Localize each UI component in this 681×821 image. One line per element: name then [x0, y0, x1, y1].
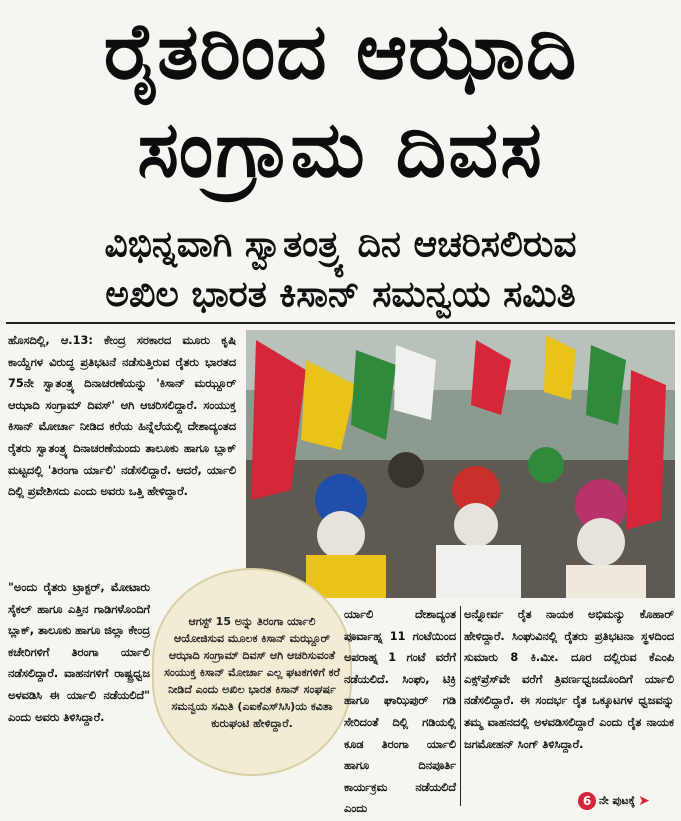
arrow-right-icon: ➤: [638, 793, 650, 809]
article-column-2: [344, 604, 456, 820]
article-column-3: [464, 604, 674, 755]
article-paragraph: ಅನ್ನೋರ್ವ ರೈತ ನಾಯಕ ಅಭಿಮನ್ಯು ಕೊಹಾರ್ ಹೇಳಿದ್ದಾರೆ. ಸಿಂಘುವಿನಲ್ಲಿ ರೈತರು ಪ್ರತಿಭಟನಾ ಸ್ಥಳದಿಂದ ಸುಮಾರು 8 ಕಿ.ಮೀ. ದೂರ ದಲ್ಲಿರುವ ಕೆಎಂಪಿ ಎಕ್ಸ್‌ಪ್ರೆಸ್‌ವೇ ವರೆಗೆ ತ್ರಿವರ್ಣಧ್ವಜದೊಂದಿಗೆ ರ್ಯಾಲಿ ನಡೆಸಲಿದ್ದಾರೆ. ಈ ಸಂದರ್ಭ ರೈತ ಒಕ್ಕೂಟಗಳ ಧ್ವಜವನ್ನು ತಮ್ಮ ವಾಹನದಲ್ಲಿ ಅಳವಡಿಸಲಿದ್ದಾರೆ ಎಂದು ರೈತ ನಾಯಕ ಜಗಮೋಹನ್ ಸಿಂಗ್ ತಿಳಿಸಿದ್ದಾರೆ.: [464, 608, 674, 751]
page-number-badge: 6: [578, 792, 596, 810]
article-paragraph: "ಅಂದು ರೈತರು ಟ್ರಾಕ್ಟರ್, ಮೋಟಾರು ಸೈಕಲ್ ಹಾಗೂ ಎತ್ತಿನ ಗಾಡಿಗಳೊಂದಿಗೆ ಬ್ಲಾಕ್, ತಾಲೂಕು ಹಾಗೂ ಜಿಲ್ಲಾ ಕೇಂದ್ರ ಕಚೇರಿಗಳಿಗೆ ತಿರಂಗಾ ರ್ಯಾಲಿ ನಡೆಸಲಿದ್ದಾರೆ. ವಾಹನಗಳಿಗೆ ರಾಷ್ಟ್ರಧ್ವಜ ಅಳವಡಿಸಿ ಈ ರ್ಯಾಲಿ ನಡೆಯಲಿದೆ" ಎಂದು ಅವರು ತಿಳಿಸಿದ್ದಾರೆ.: [8, 581, 150, 724]
headline-line-1: ರೈತರಿಂದ ಆಝಾದಿ: [103, 7, 578, 97]
photo-illustration: [246, 330, 675, 598]
subheadline-line-2: ಅಖಿಲ ಭಾರತ ಕಿಸಾನ್ ಸಮನ್ವಯ ಸಮಿತಿ: [105, 274, 576, 315]
continued-on-page[interactable]: [578, 792, 650, 810]
headline-line-2: ಸಂಗ್ರಾಮ ದಿವಸ: [137, 105, 544, 195]
article-column-1-continued: [8, 577, 150, 728]
article-paragraph: ಹೊಸದಿಲ್ಲಿ, ಆ.13: ಕೇಂದ್ರ ಸರಕಾರದ ಮೂರು ಕೃಷಿ ಕಾಯ್ದೆಗಳ ವಿರುದ್ಧ ಪ್ರತಿಭಟನೆ ನಡೆಸುತ್ತಿರುವ ರೈತರು ಭಾರತದ 75ನೇ ಸ್ವಾತಂತ್ರ್ಯ ದಿನಾಚರಣೆಯನ್ನು 'ಕಿಸಾನ್ ಮಝ್ದೂರ್ ಆಝಾದಿ ಸಂಗ್ರಾಮ್ ದಿವಸ್' ಆಗಿ ಆಚರಿಸಲಿದ್ದಾರೆ. ಸಂಯುಕ್ತ ಕಿಸಾನ್ ಮೋರ್ಚಾ ನೀಡಿದ ಕರೆಯ ಹಿನ್ನೆಲೆಯಲ್ಲಿ ದೇಶಾದ್ಯಂತದ ರೈತರು ಸ್ವಾತಂತ್ರ್ಯ ದಿನಾಚರಣೆಯಂದು ತಾಲೂಕು ಹಾಗೂ ಬ್ಲಾಕ್ ಮಟ್ಟದಲ್ಲಿ 'ತಿರಂಗಾ ರ್ಯಾಲಿ' ನಡೆಸಲಿದ್ದಾರೆ. ಆದರೆ, ರ್ಯಾಲಿ ದಿಲ್ಲಿ ಪ್ರವೇಶಿಸದು ಎಂದು ಅವರು ಒತ್ತಿ ಹೇಳಿದ್ದಾರೆ.: [8, 334, 236, 499]
article-paragraph: ರ್ಯಾಲಿ ದೇಶಾದ್ಯಂತ ಪೂರ್ವಾಹ್ನ 11 ಗಂಟೆಯಿಂದ ಅಪರಾಹ್ನ 1 ಗಂಟೆ ವರೆಗೆ ನಡೆಯಲಿದೆ. ಸಿಂಘು, ಟಿಕ್ರಿ ಹಾಗೂ ಘಾಝಿಪುರ್ ಗಡಿ ಸೇರಿದಂತೆ ದಿಲ್ಲಿ ಗಡಿಯಲ್ಲಿ ಕೂಡ ತಿರಂಗಾ ರ್ಯಾಲಿ ಹಾಗೂ ದಿನಪೂರ್ತಿ ಕಾರ್ಯಕ್ರಮ ನಡೆಯಲಿದೆ ಎಂದು: [344, 608, 456, 816]
subheadline-line-1: ವಿಭಿನ್ನವಾಗಿ ಸ್ವಾತಂತ್ರ್ಯ ದಿನ ಆಚರಿಸಲಿರುವ: [104, 224, 577, 265]
continued-label: ನೇ ಪುಟಕ್ಕೆ: [599, 794, 636, 807]
pull-quote: [152, 568, 352, 776]
farmers-rally-photo: [246, 330, 675, 598]
article-column-1: [8, 330, 236, 503]
pull-quote-text: ಆಗಸ್ಟ್ 15 ಅನ್ನು ತಿರಂಗಾ ರ್ಯಾಲಿ ಆಯೋಜಿಸುವ ಮೂಲಕ ಕಿಸಾನ್ ಮಝ್ದೂರ್ ಆಝಾದಿ ಸಂಗ್ರಾಮ್ ದಿವಸ್ ಆಗಿ ಆಚರಿಸುವಂತೆ ಸಂಯುಕ್ತ ಕಿಸಾನ್ ಮೋರ್ಚಾ ಎಲ್ಲ ಘಟಕಗಳಿಗೆ ಕರೆ ನೀಡಿದೆ ಎಂದು ಅಖಿಲ ಭಾರತ ಕಿಸಾನ್ ಸಂಘರ್ಷ ಸಮನ್ವಯ ಸಮಿತಿ (ಎಐಕೆಎಸ್‌ಸಿಸಿ)ಯ ಕವಿತಾ ಕುರುಘಂಟಿ ಹೇಳಿದ್ದಾರೆ.: [164, 614, 340, 730]
headline-divider: [6, 322, 675, 324]
column-divider: [460, 606, 461, 806]
